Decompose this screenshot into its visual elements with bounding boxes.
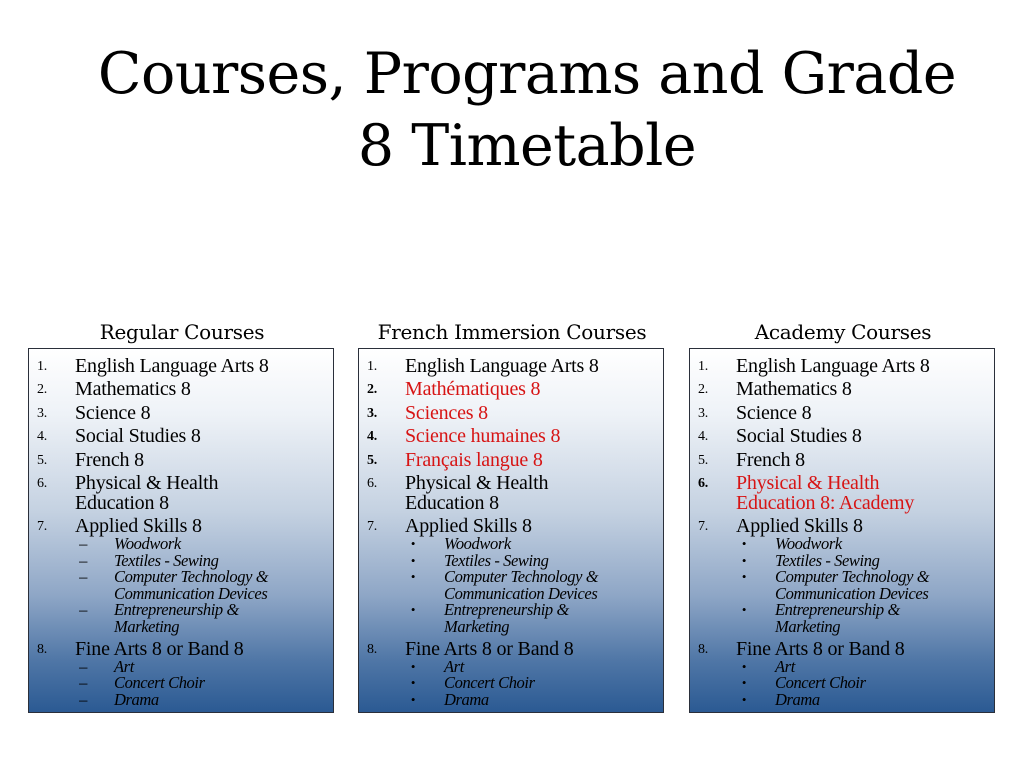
course-item xyxy=(37,450,327,470)
sub-course-label: Marketing xyxy=(444,616,510,636)
sub-course-label: Concert Choir xyxy=(444,673,535,693)
course-label: Mathematics 8 xyxy=(75,378,191,401)
course-number: 3. xyxy=(37,405,48,421)
dash-icon: – xyxy=(79,600,87,620)
sub-course-label: Computer Technology & xyxy=(444,567,599,587)
sub-course-item xyxy=(736,675,988,692)
sub-course-list xyxy=(75,536,327,635)
course-number: 8. xyxy=(37,641,48,657)
course-number: 6. xyxy=(698,475,709,491)
sub-course-label: Textiles - Sewing xyxy=(444,550,549,570)
sub-course-label: Entrepreneurship & xyxy=(114,600,239,620)
dash-icon: – xyxy=(79,689,87,709)
bullet-icon: • xyxy=(741,691,747,707)
course-number: 8. xyxy=(367,641,378,657)
bullet-icon: • xyxy=(741,569,747,585)
page-title xyxy=(40,38,1014,182)
bullet-icon: • xyxy=(410,569,416,585)
course-item xyxy=(698,356,988,376)
sub-course-label: Art xyxy=(114,656,134,676)
course-item xyxy=(37,473,327,513)
course-label: Mathématiques 8 xyxy=(405,378,541,401)
course-label: Fine Arts 8 or Band 8 xyxy=(736,637,905,660)
sub-course-item xyxy=(405,602,657,635)
course-number: 6. xyxy=(37,475,48,491)
course-number: 1. xyxy=(37,359,48,374)
course-item xyxy=(367,403,657,423)
course-number: 7. xyxy=(37,519,48,535)
course-item xyxy=(698,639,988,709)
course-label: Français langue 8 xyxy=(405,448,543,471)
french-immersion-courses-list xyxy=(359,349,663,708)
course-label: Physical & Health xyxy=(405,471,549,494)
sub-course-item xyxy=(405,569,657,602)
bullet-icon: • xyxy=(410,602,416,618)
course-number: 2. xyxy=(37,382,48,398)
course-label: Science humaines 8 xyxy=(405,425,561,448)
sub-course-label: Concert Choir xyxy=(775,673,866,693)
sub-course-label: Communication Devices xyxy=(775,583,929,603)
course-number: 7. xyxy=(698,519,709,535)
sub-course-item xyxy=(736,569,988,602)
sub-course-label: Drama xyxy=(444,689,489,709)
course-item xyxy=(37,516,327,635)
course-item xyxy=(698,426,988,446)
course-label: Applied Skills 8 xyxy=(405,515,532,538)
sub-course-item xyxy=(736,602,988,635)
sub-course-label: Woodwork xyxy=(775,534,842,554)
bullet-icon: • xyxy=(410,675,416,691)
bullet-icon: • xyxy=(741,536,747,552)
course-item xyxy=(37,426,327,446)
dash-icon: – xyxy=(79,656,87,676)
course-item xyxy=(698,403,988,423)
course-item xyxy=(698,473,988,513)
course-label: English Language Arts 8 xyxy=(736,355,930,377)
course-label: Social Studies 8 xyxy=(75,425,201,448)
course-item xyxy=(37,356,327,376)
sub-course-label: Textiles - Sewing xyxy=(114,550,219,570)
regular-courses-list xyxy=(29,349,333,708)
page-title-line-1: Courses, Programs and Grade xyxy=(97,41,957,107)
sub-course-item xyxy=(405,675,657,692)
course-label: Education 8 xyxy=(75,491,169,514)
course-number: 4. xyxy=(698,429,709,445)
course-label: Science 8 xyxy=(75,401,151,424)
course-number: 1. xyxy=(367,359,378,374)
course-item xyxy=(37,403,327,423)
course-number: 6. xyxy=(367,475,378,491)
course-label: English Language Arts 8 xyxy=(75,355,269,377)
sub-course-list xyxy=(736,656,988,709)
sub-course-list xyxy=(736,536,988,635)
course-item xyxy=(367,639,657,709)
course-label: Physical & Health xyxy=(75,471,219,494)
course-number: 7. xyxy=(367,519,378,535)
course-item xyxy=(367,356,657,376)
course-number: 5. xyxy=(698,452,709,468)
bullet-icon: • xyxy=(410,536,416,552)
course-item xyxy=(37,639,327,709)
page-title-line-2: 8 Timetable xyxy=(357,113,697,179)
dash-icon: – xyxy=(79,567,87,587)
sub-course-label: Drama xyxy=(775,689,820,709)
course-label: English Language Arts 8 xyxy=(405,355,599,377)
sub-course-item xyxy=(75,689,327,709)
sub-course-item xyxy=(75,569,327,602)
sub-course-item xyxy=(75,602,327,635)
course-label: Fine Arts 8 or Band 8 xyxy=(75,637,244,660)
course-label: Science 8 xyxy=(736,401,812,424)
course-number: 4. xyxy=(37,429,48,445)
bullet-icon: • xyxy=(741,602,747,618)
sub-course-label: Communication Devices xyxy=(114,583,268,603)
french-immersion-courses-panel xyxy=(358,348,664,713)
course-label: Education 8: Academy xyxy=(736,491,915,514)
sub-course-label: Art xyxy=(444,656,464,676)
sub-course-list xyxy=(405,536,657,635)
course-label: Physical & Health xyxy=(736,471,880,494)
course-number: 5. xyxy=(37,452,48,468)
course-label: French 8 xyxy=(736,448,805,471)
bullet-icon: • xyxy=(741,675,747,691)
french-immersion-courses-header: French Immersion Courses xyxy=(377,320,647,344)
sub-course-label: Entrepreneurship & xyxy=(775,600,900,620)
sub-course-label: Textiles - Sewing xyxy=(775,550,880,570)
course-item xyxy=(698,379,988,399)
sub-course-item xyxy=(405,689,657,709)
sub-course-label: Communication Devices xyxy=(444,583,598,603)
course-item xyxy=(698,450,988,470)
sub-course-label: Concert Choir xyxy=(114,673,205,693)
sub-course-label: Art xyxy=(775,656,795,676)
course-number: 2. xyxy=(698,382,709,398)
academy-courses-header: Academy Courses xyxy=(754,320,932,344)
course-label: French 8 xyxy=(75,448,144,471)
sub-course-list xyxy=(75,656,327,709)
course-item xyxy=(37,379,327,399)
course-number: 5. xyxy=(367,452,378,468)
course-number: 2. xyxy=(367,382,378,398)
academy-courses-panel xyxy=(689,348,995,713)
course-label: Sciences 8 xyxy=(405,401,488,424)
course-label: Social Studies 8 xyxy=(736,425,862,448)
sub-course-label: Woodwork xyxy=(114,534,181,554)
course-number: 3. xyxy=(367,405,378,421)
sub-course-item xyxy=(736,689,988,709)
sub-course-label: Entrepreneurship & xyxy=(444,600,569,620)
sub-course-list xyxy=(405,656,657,709)
dash-icon: – xyxy=(79,550,87,570)
course-label: Applied Skills 8 xyxy=(736,515,863,538)
bullet-icon: • xyxy=(741,658,747,674)
sub-course-item xyxy=(75,675,327,692)
bullet-icon: • xyxy=(410,552,416,568)
course-item xyxy=(698,516,988,635)
course-item xyxy=(367,379,657,399)
dash-icon: – xyxy=(79,534,87,554)
bullet-icon: • xyxy=(741,552,747,568)
course-number: 8. xyxy=(698,641,709,657)
course-number: 3. xyxy=(698,405,709,421)
regular-courses-header: Regular Courses xyxy=(99,320,265,344)
course-label: Fine Arts 8 or Band 8 xyxy=(405,637,574,660)
academy-courses-list xyxy=(690,349,994,708)
course-item xyxy=(367,473,657,513)
course-number: 1. xyxy=(698,359,709,374)
sub-course-label: Marketing xyxy=(114,616,180,636)
course-label: Applied Skills 8 xyxy=(75,515,202,538)
sub-course-label: Drama xyxy=(114,689,159,709)
bullet-icon: • xyxy=(410,691,416,707)
course-item xyxy=(367,516,657,635)
course-number: 4. xyxy=(367,429,378,445)
course-label: Education 8 xyxy=(405,491,499,514)
sub-course-label: Computer Technology & xyxy=(114,567,269,587)
course-item xyxy=(367,426,657,446)
sub-course-label: Computer Technology & xyxy=(775,567,930,587)
sub-course-label: Marketing xyxy=(775,616,841,636)
course-item xyxy=(367,450,657,470)
course-label: Mathematics 8 xyxy=(736,378,852,401)
bullet-icon: • xyxy=(410,658,416,674)
regular-courses-panel xyxy=(28,348,334,713)
dash-icon: – xyxy=(79,673,87,693)
sub-course-label: Woodwork xyxy=(444,534,511,554)
